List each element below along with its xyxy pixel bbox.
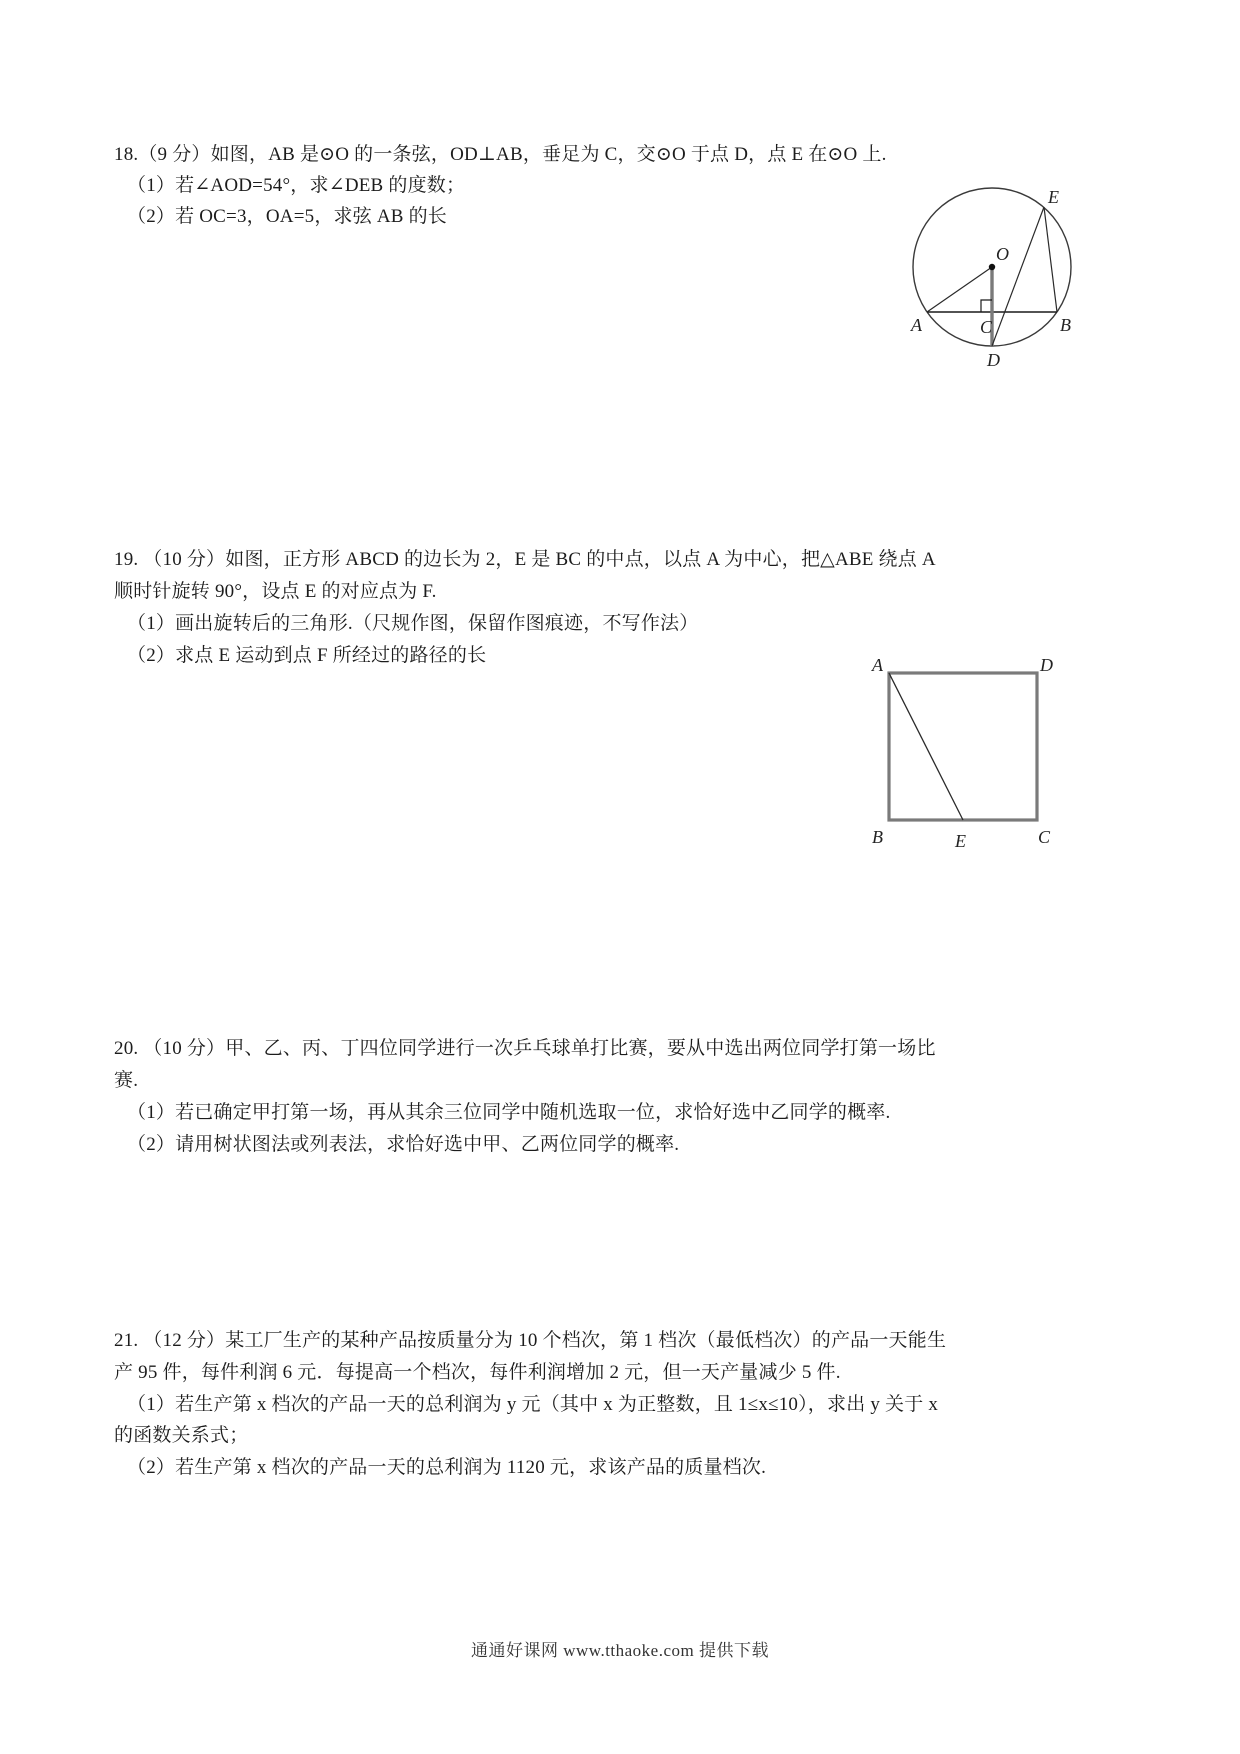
- problem-21-part-2: （2）若生产第 x 档次的产品一天的总利润为 1120 元，求该产品的质量档次.: [127, 1457, 767, 1478]
- problem-20-part-2: （2）请用树状图法或列表法，求恰好选中甲、乙两位同学的概率.: [127, 1134, 680, 1155]
- problem-20-stem: 20. （10 分）甲、乙、丙、丁四位同学进行一次乒乓球单打比赛，要从中选出两位同学打第一场比: [114, 1038, 936, 1059]
- center-point-o: [989, 264, 995, 270]
- problem-20-part-1: （1）若已确定甲打第一场，再从其余三位同学中随机选取一位，求恰好选中乙同学的概率.: [127, 1102, 891, 1123]
- label-d: D: [1040, 655, 1053, 675]
- label-b: B: [872, 827, 883, 847]
- label-c: C: [980, 317, 993, 337]
- problem-19-part-1: （1）画出旋转后的三角形.（尺规作图，保留作图痕迹，不写作法）: [127, 613, 699, 634]
- label-e: E: [1048, 187, 1059, 207]
- segment-eb: [1044, 207, 1057, 312]
- label-a: A: [872, 655, 883, 675]
- square-figure: [865, 645, 1080, 860]
- label-b: B: [1060, 315, 1071, 335]
- problem-21-part-1: （1）若生产第 x 档次的产品一天的总利润为 y 元（其中 x 为正整数，且 1≤x≤10），求出 y 关于 x: [127, 1394, 939, 1415]
- problem-18-part-1: （1）若∠AOD=54°，求∠DEB 的度数；: [127, 175, 466, 196]
- problem-21-stem: 21. （12 分）某工厂生产的某种产品按质量分为 10 个档次，第 1 档次（最低档次）的产品一天能生: [114, 1330, 947, 1351]
- problem-18-stem: 18.（9 分）如图，AB 是⊙O 的一条弦，OD⊥AB，垂足为 C，交⊙O 于点 D，点 E 在⊙O 上.: [114, 144, 887, 165]
- radius-ao: [927, 267, 992, 312]
- label-e: E: [955, 831, 966, 851]
- problem-19-part-2: （2）求点 E 运动到点 F 所经过的路径的长: [127, 645, 487, 666]
- problem-21-stem-cont: 产 95 件，每件利润 6 元．每提高一个档次，每件利润增加 2 元，但一天产量减少 5 件.: [114, 1362, 841, 1383]
- segment-ed: [992, 207, 1044, 346]
- segment-ae: [889, 673, 963, 820]
- problem-20-stem-cont: 赛.: [114, 1070, 139, 1091]
- label-d: D: [987, 350, 1000, 370]
- problem-19-stem: 19. （10 分）如图，正方形 ABCD 的边长为 2，E 是 BC 的中点，以点 A 为中心，把△ABE 绕点 A: [114, 549, 936, 570]
- square-abcd: [889, 673, 1037, 820]
- problem-21-part-1-cont: 的函数关系式；: [114, 1425, 249, 1446]
- label-o: O: [996, 244, 1009, 264]
- label-a: A: [911, 315, 922, 335]
- problem-19-stem-cont: 顺时针旋转 90°，设点 E 的对应点为 F.: [114, 581, 437, 602]
- page-footer: 通通好课网 www.tthaoke.com 提供下载: [470, 1641, 770, 1660]
- circle-figure: [905, 178, 1095, 378]
- problem-18-part-2: （2）若 OC=3，OA=5，求弦 AB 的长: [127, 206, 448, 227]
- label-c: C: [1038, 827, 1051, 847]
